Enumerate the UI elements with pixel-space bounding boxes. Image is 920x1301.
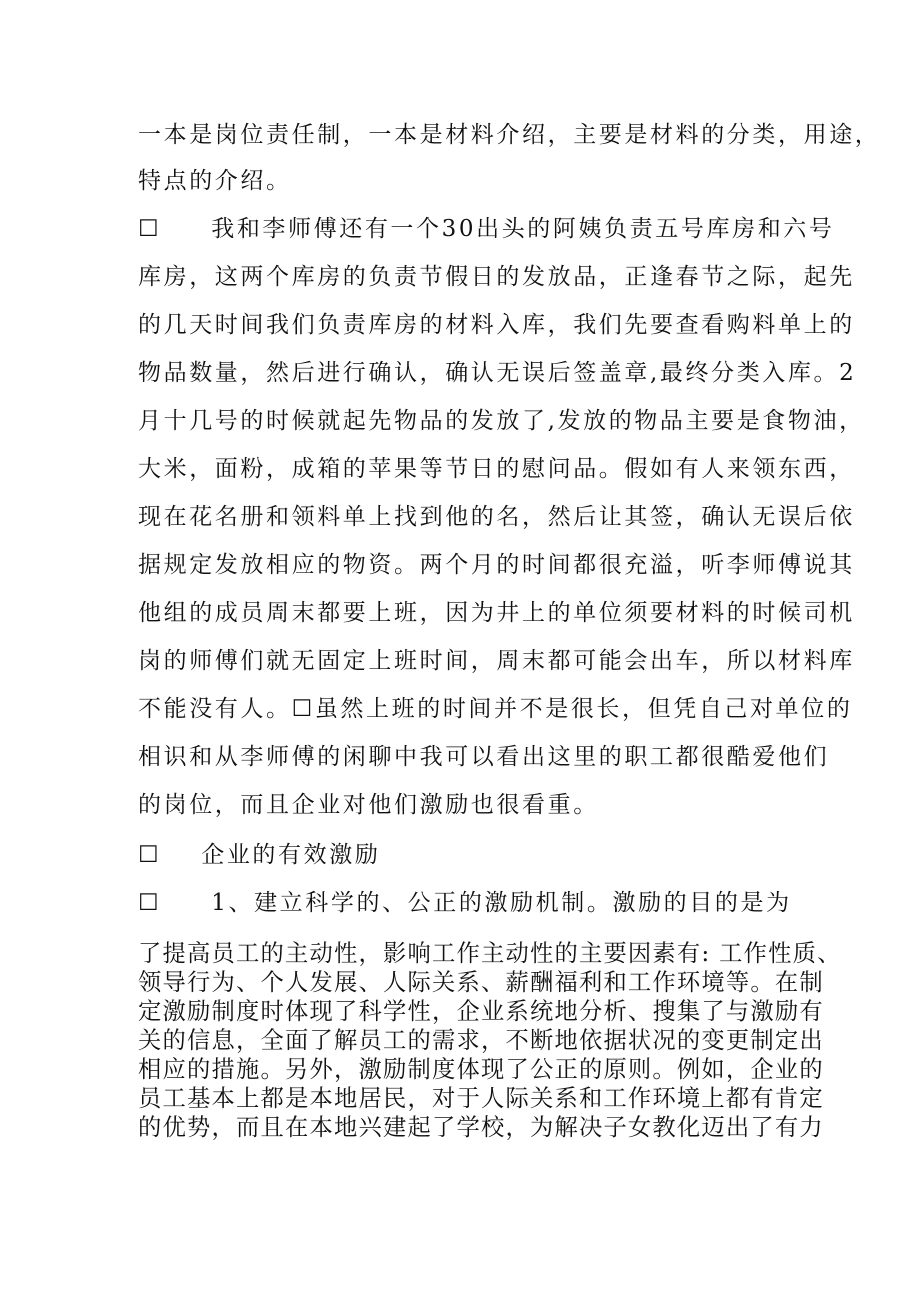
- text-line: 的几天时间我们负责库房的材料入库，我们先要查看购料单上的: [138, 312, 855, 338]
- text-line: 相应的措施。另外，激励制度体现了公正的原则。例如，企业的: [138, 1056, 824, 1083]
- text-line: 了提高员工的主动性，影响工作主动性的主要因素有: 工作性质、: [138, 940, 842, 967]
- text-line: 月十几号的时候就起先物品的发放了,发放的物品主要是食物油，: [138, 408, 865, 434]
- text-line: 据规定发放相应的物资。两个月的时间都很充溢，听李师傅说其: [138, 552, 855, 578]
- text-line: 定激励制度时体现了科学性，企业系统地分析、搜集了与激励有: [138, 998, 824, 1025]
- section-heading: [138, 840, 818, 870]
- text-line: 一本是岗位责任制，一本是材料介绍，主要是材料的分类，用途，: [138, 122, 881, 148]
- text-line: 的岗位，而且企业对他们激励也很看重。: [138, 792, 599, 818]
- text-line: 大米，面粉，成箱的苹果等节日的慰问品。假如有人来领东西，: [138, 456, 855, 482]
- text-line: 他组的成员周末都要上班，因为井上的单位须要材料的时候司机: [138, 600, 855, 626]
- paragraph-first-line: [138, 214, 835, 244]
- text-line: 不能没有人。☐虽然上班的时间并不是很长，但凭自己对单位的: [138, 696, 853, 722]
- text-span: 我和李师傅还有一个30出头的阿姨负责五号库房和六号: [211, 216, 835, 242]
- text-line: 现在花名册和领料单上找到他的名，然后让其签，确认无误后依: [138, 504, 855, 530]
- text-span: 1、建立科学的、公正的激励机制。激励的目的是为: [211, 890, 792, 916]
- checkbox-bullet-icon: ☐: [138, 216, 162, 242]
- text-line: 员工基本上都是本地居民，对于人际关系和工作环境上都有肯定: [138, 1085, 824, 1112]
- checkbox-bullet-icon: ☐: [138, 842, 162, 868]
- heading-text: 企业的有效激励: [201, 842, 381, 868]
- checkbox-bullet-icon: ☐: [138, 890, 162, 916]
- point-first-line: [138, 888, 818, 918]
- text-line: 岗的师傅们就无固定上班时间，周末都可能会出车，所以材料库: [138, 648, 855, 674]
- text-line: 关的信息，全面了解员工的需求，不断地依据状况的变更制定出: [138, 1027, 824, 1054]
- text-line: 领导行为、个人发展、人际关系、薪酬福利和工作环境等。在制: [138, 969, 824, 996]
- text-line: 特点的介绍。: [138, 168, 292, 194]
- text-line: 相识和从李师傅的闲聊中我可以看出这里的职工都很酷爱他们: [138, 744, 830, 770]
- text-line: 库房，这两个库房的负责节假日的发放品，正逢春节之际，起先: [138, 264, 855, 290]
- text-line: 的优势，而且在本地兴建起了学校，为解决子女教化迈出了有力: [138, 1114, 824, 1141]
- text-line: 物品数量，然后进行确认，确认无误后签盖章,最终分类入库。2: [138, 360, 857, 386]
